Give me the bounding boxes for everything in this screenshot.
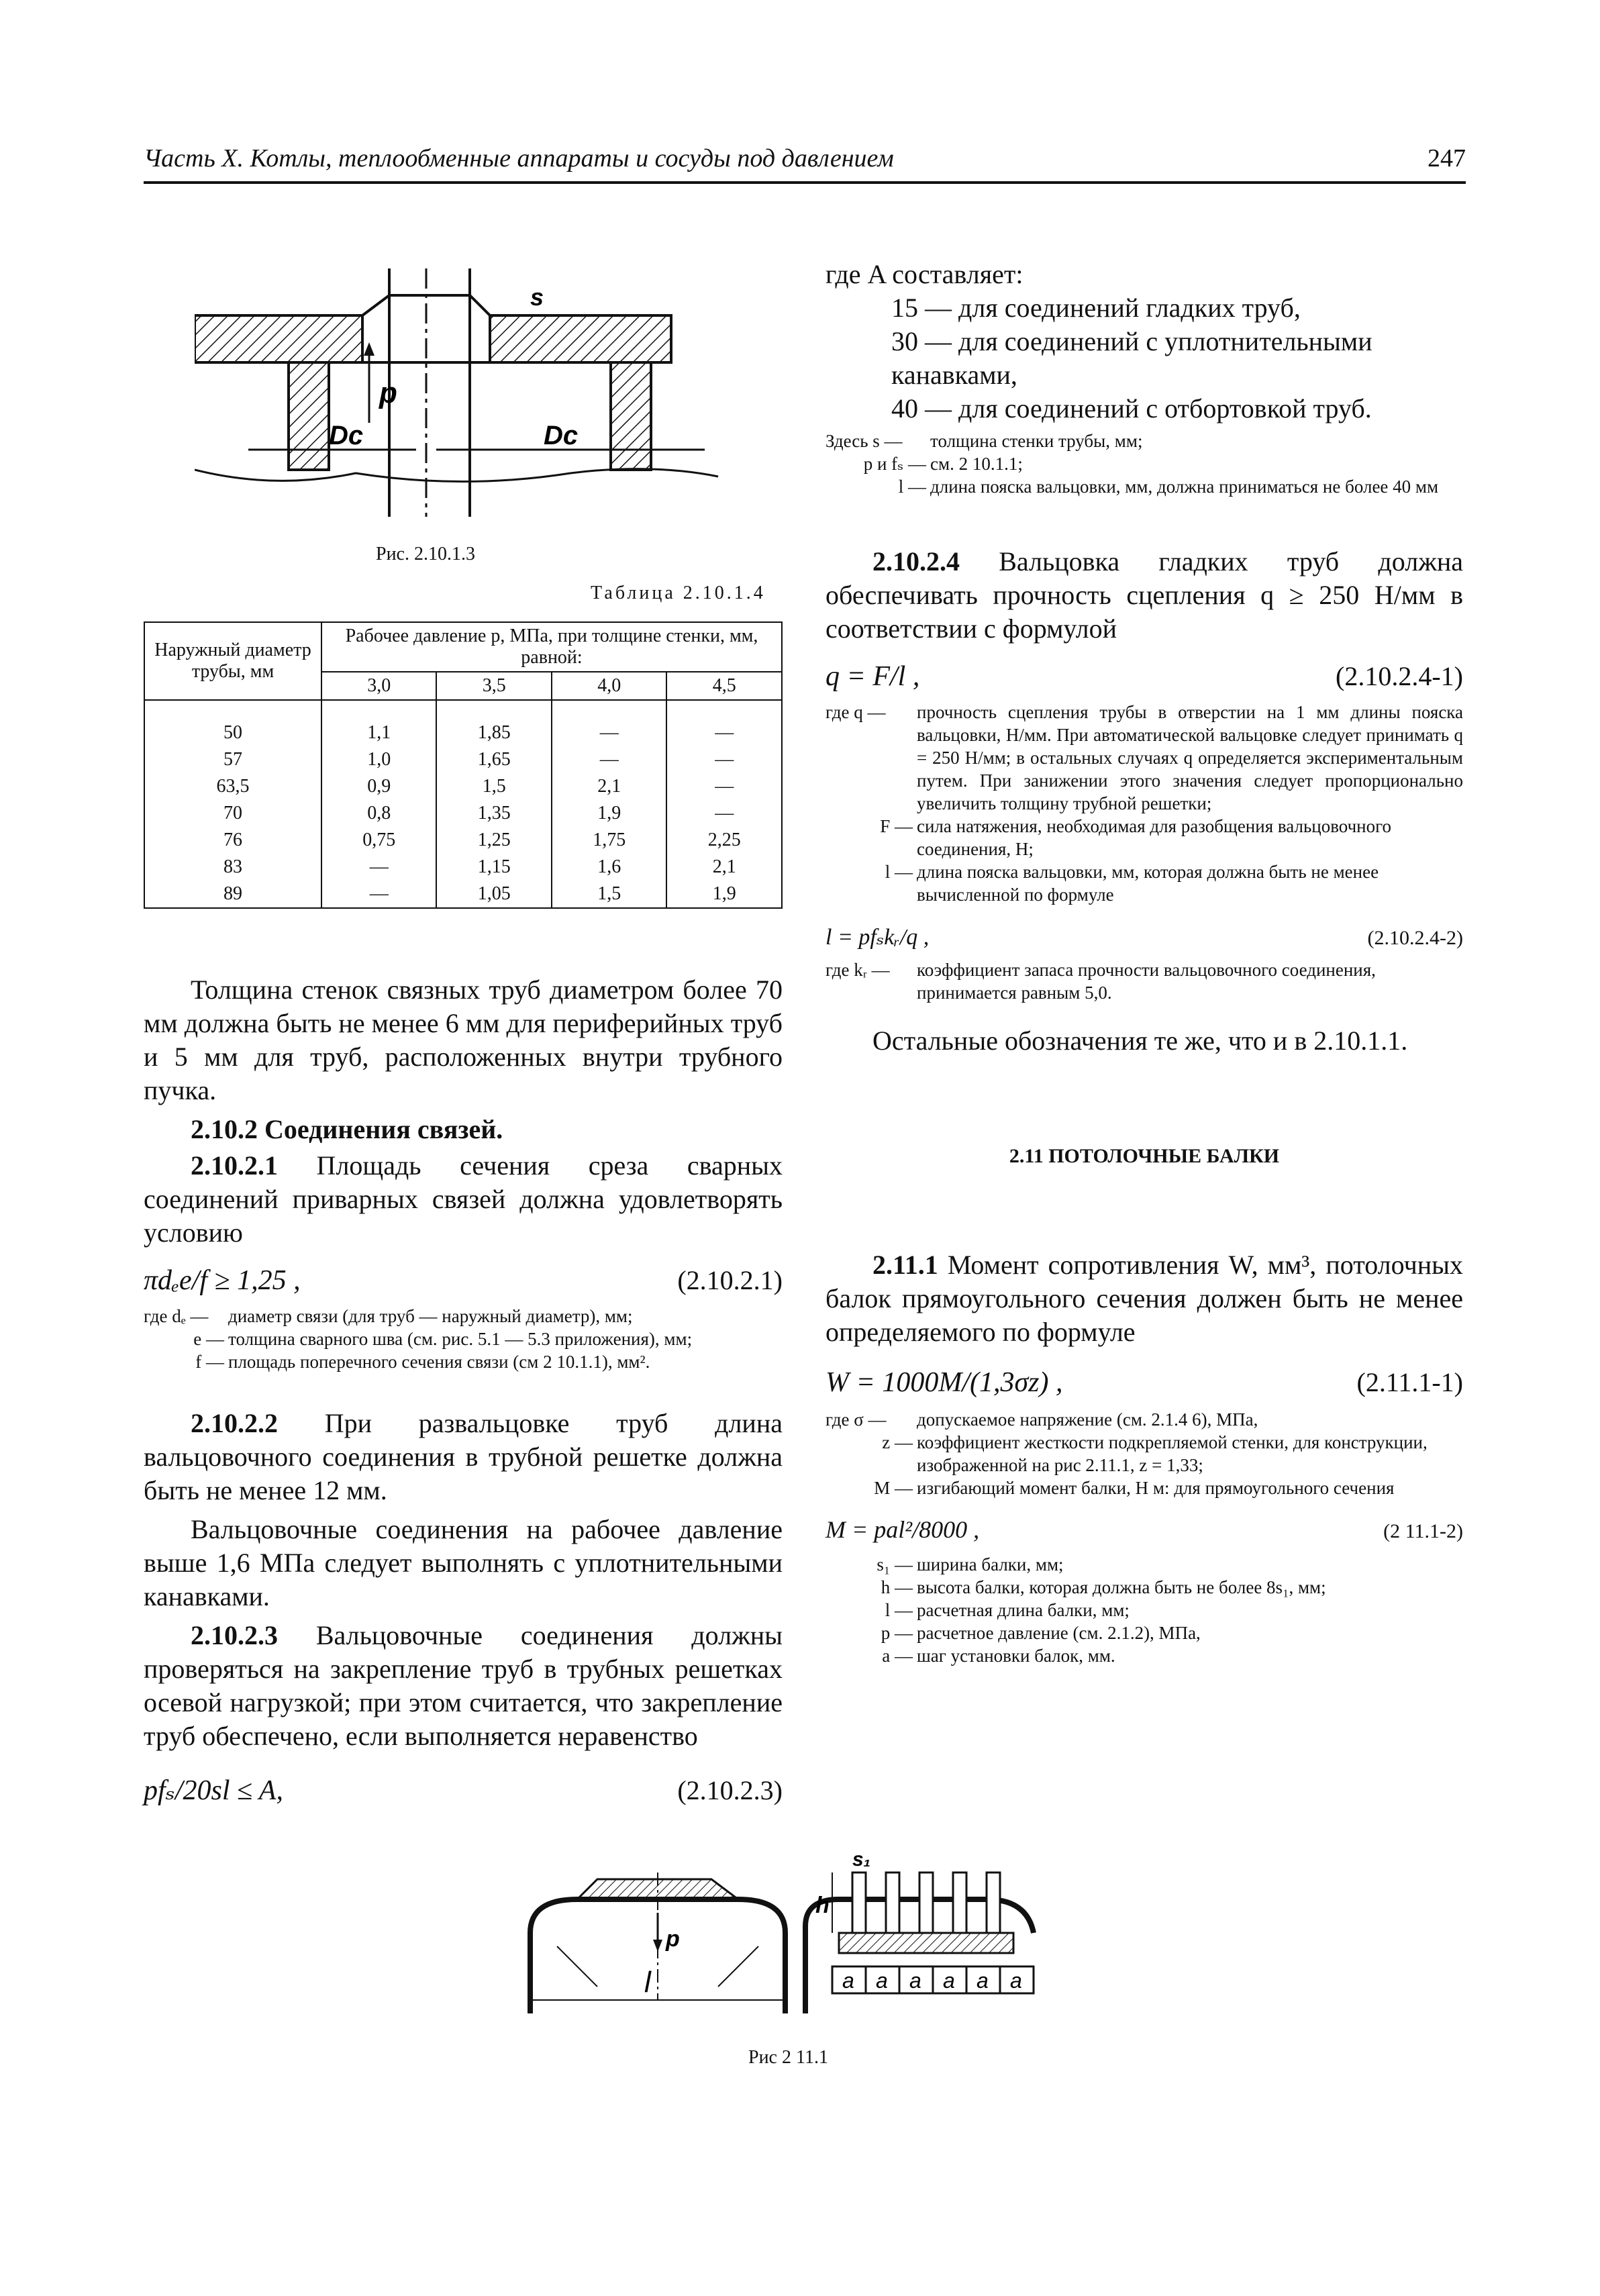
header-rule: [144, 181, 1466, 184]
label-a: a: [876, 1968, 888, 1993]
label-dc-right: Dc: [544, 421, 579, 450]
table-row: 89 — 1,05 1,5 1,9: [144, 881, 782, 908]
equation-2-11-1-2: M = pal²/8000 , (2 11.1-2): [826, 1516, 1463, 1543]
figure-2-10-1-3: [195, 268, 745, 523]
table-subheader: 3,0: [321, 672, 436, 700]
label-a: a: [943, 1968, 955, 1993]
paragraph-rolled-joints: Вальцовочные соединения на рабочее давление выше 1,6 МПа следует выполнять с уплотнительными канавками.: [144, 1514, 783, 1611]
section-title-2-11: 2.11 ПОТОЛОЧНЫЕ БАЛКИ: [1009, 1145, 1280, 1167]
header-title: Часть X. Котлы, теплообменные аппараты и сосуды под давлением: [144, 144, 894, 172]
label-a: a: [1010, 1968, 1022, 1993]
table-group-header: Рабочее давление p, МПа, при толщине стенки, мм, равной:: [321, 622, 782, 672]
label-s: s: [530, 283, 544, 311]
table-row: 57 1,0 1,65 — —: [144, 746, 782, 773]
paragraph-2-10-2-2: 2.10.2.2 При развальцовке труб длина вальцовочного соединения в трубной решетке должна быть не менее 12 мм.: [144, 1408, 783, 1505]
table-row: 63,5 0,9 1,5 2,1 —: [144, 773, 782, 800]
where-list-1: где dₑ — диаметр связи (для труб — наружный диаметр), мм; e — толщина сварного шва (см. рис. 5.1 — 5.3 приложения), мм; f — площадь поперечного сечения связи (см 2 10.1.1), мм².: [144, 1306, 693, 1372]
table-row: 70 0,8 1,35 1,9 —: [144, 800, 782, 827]
a-values-list: [891, 291, 1463, 426]
paragraph-2-10-2-3: 2.10.2.3 Вальцовочные соединения должны проверяться на закрепление труб в трубных решетках осевой нагрузкой; при этом считается, что закрепление труб обеспечено, если выполняется неравенство: [144, 1620, 783, 1751]
paragraph-tube-thickness: Толщина стенок связных труб диаметром более 70 мм должна быть не менее 6 мм для периферийных труб и 5 мм для труб, расположенных внутри трубного пучка.: [144, 975, 783, 1105]
page-number: 247: [1428, 144, 1466, 172]
where-list-6: где σ — допускаемое напряжение (см. 2.1.4 6), МПа, z — коэффициент жесткости подкрепляемой стенки, для конструкции, изображенной на рис 2.11.1, z = 1,33; M — изгибающий момент балки, Н м: для прямоугольного сечения: [826, 1409, 1428, 1498]
where-list-4: где q — прочность сцепления трубы в отверстии на 1 мм длины пояска вальцовки, Н/мм. При автоматической вальцовке следует принимать q = 250 Н/мм; в остальных случаях q определяется экспериментальным путем. При занижении этого значения следует пропорционально увеличить толщину трубной решетки; F — сила натяжения, необходимая для разобщения вальцовочного соединения, Н; l — длина пояска вальцовки, мм, которая должна быть не менее вычисленной по формуле: [826, 702, 1463, 905]
table-row: 83 — 1,15 1,6 2,1: [144, 854, 782, 881]
figure-2-11-1: [517, 1846, 1121, 2034]
table-col1-header: Наружный диаметр трубы, мм: [144, 622, 321, 700]
label-s1: s₁: [852, 1848, 871, 1870]
where-a-intro: где A составляет:: [826, 259, 1023, 289]
figure-2-11-1-caption: Рис 2 11.1: [748, 2047, 828, 2068]
list-item: 15 — для соединений гладких труб,: [891, 293, 1301, 323]
table-subheader: 3,5: [436, 672, 551, 700]
left-column: [144, 973, 783, 1807]
heading-2-10-2: 2.10.2 Соединения связей.: [191, 1114, 503, 1144]
equation-2-11-1-1: W = 1000M/(1,3σz) , (2.11.1-1): [826, 1367, 1463, 1398]
paragraph-other-notation: Остальные обозначения те же, что и в 2.10.1.1.: [872, 1026, 1408, 1056]
equation-2-10-2-4-2: l = pfₛkᵣ/q , (2.10.2.4-2): [826, 925, 1463, 950]
label-dc-left: Dc: [329, 421, 364, 450]
table-subheader: 4,5: [666, 672, 782, 700]
running-header: [144, 144, 1466, 173]
notes-a: Здесь s — толщина стенки трубы, мм; p и fₛ — см. 2 10.1.1; l — длина пояска вальцовки, мм, должна приниматься не более 40 мм: [826, 431, 1439, 497]
ceiling-beams-drawing: [517, 1846, 1121, 2034]
tube-sheet-drawing: [195, 268, 745, 523]
label-a: a: [909, 1968, 921, 1993]
table-label: Таблица 2.10.1.4: [591, 583, 766, 603]
label-p: p: [666, 1926, 680, 1952]
paragraph-2-11-1: 2.11.1 Момент сопротивления W, мм³, потолочных балок прямоугольного сечения должен быть не менее определяемого по формуле: [826, 1250, 1463, 1347]
label-l: l: [644, 1966, 651, 1999]
table-row: 76 0,75 1,25 1,75 2,25: [144, 827, 782, 854]
label-p: p: [379, 377, 397, 409]
list-item: 30 — для соединений с уплотнительными канавками,: [891, 326, 1372, 390]
table-subheader: 4,0: [552, 672, 666, 700]
figure-2-10-1-3-caption: Рис. 2.10.1.3: [376, 544, 475, 564]
equation-2-10-2-4-1: q = F/l , (2.10.2.4-1): [826, 661, 1463, 692]
equation-2-10-2-3: pfₛ/20sl ≤ A, (2.10.2.3): [144, 1775, 783, 1806]
right-column: [826, 258, 1463, 1667]
table-row: 50 1,1 1,85 — —: [144, 719, 782, 746]
list-item: 40 — для соединений с отбортовкой труб.: [891, 393, 1372, 423]
table-2-10-1-4: [144, 621, 783, 909]
paragraph-2-10-2-4: 2.10.2.4 Вальцовка гладких труб должна обеспечивать прочность сцепления q ≥ 250 Н/мм в соответствии с формулой: [826, 546, 1463, 644]
where-list-7: s₁ — ширина балки, мм; h — высота балки, которая должна быть не более 8s₁, мм; l — расчетная длина балки, мм; p — расчетное давление (см. 2.1.2), МПа, a — шаг установки балок, мм.: [877, 1554, 1326, 1666]
label-a: a: [842, 1968, 854, 1993]
paragraph-2-10-2-1: 2.10.2.1 Площадь сечения среза сварных соединений приварных связей должна удовлетворять условию: [144, 1150, 783, 1248]
label-h: h: [815, 1893, 830, 1918]
equation-2-10-2-1: πdₑe/f ≥ 1,25 , (2.10.2.1): [144, 1265, 783, 1296]
where-list-5: где kᵣ — коэффициент запаса прочности вальцовочного соединения, принимается равным 5,0.: [826, 960, 1376, 1003]
label-a: a: [977, 1968, 989, 1993]
